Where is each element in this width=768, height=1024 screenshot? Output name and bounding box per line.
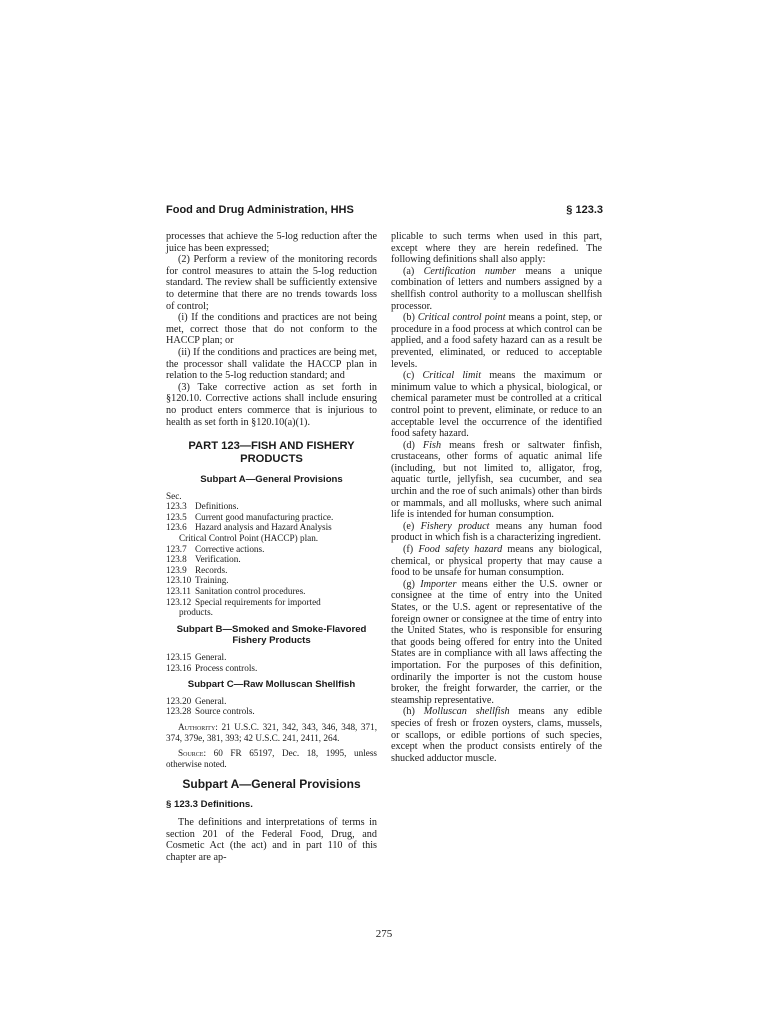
header-section: § 123.3	[566, 204, 603, 216]
def-text: means a point, step, or procedure in a food process at which control can be applied, and a food safety hazard can as a result be prevented, eliminated, or reduced to acceptable levels.	[391, 312, 602, 370]
def-text: means fresh or saltwater finfish, crustaceans, other forms of aquatic animal life (including, but not limited to, alligator, frog, aquatic turtle, jellyfish, sea cucumber, and sea urchin and the roe of such animals) other than birds or mammals, and all mollusks, where such animal life is intended for human consumption.	[391, 439, 602, 521]
definition-d	[391, 440, 602, 521]
paragraph: (i) If the conditions and practices are not being met, correct those that do not conform to the HACCP plan; or	[166, 312, 377, 347]
authority-note	[166, 722, 377, 743]
toc-number: 123.8	[166, 554, 187, 565]
def-text: means the maximum or minimum value to which a physical, biological, or chemical parameter must be controlled at a critical control point to prevent, eliminate, or reduce to an acceptable level the occurrence of the identified food safety hazard.	[391, 370, 602, 440]
paragraph: The definitions and interpretations of terms in section 201 of the Federal Food, Drug, and Cosmetic Act (the act) and in part 110 of this chapter are ap-	[166, 816, 377, 863]
toc-text: Process controls.	[195, 662, 258, 673]
toc-entry	[166, 554, 377, 565]
authority-label: Authority:	[178, 721, 218, 732]
toc-continuation: products.	[179, 607, 213, 618]
def-term: Critical limit	[422, 370, 482, 382]
toc-entry	[166, 652, 377, 663]
definition-f	[391, 544, 602, 579]
definition-c	[391, 370, 602, 440]
toc-entry	[166, 522, 377, 533]
definition-e	[391, 521, 602, 544]
toc-text: General.	[195, 695, 227, 706]
toc-text: Definitions.	[195, 501, 239, 512]
paragraph: (2) Perform a review of the monitoring records for control measures to attain the 5-log reduction standard. The review shall be sufficiently extensive to determine that there are no trends towards loss of control;	[166, 254, 377, 312]
def-term: Food safety hazard	[418, 544, 503, 556]
toc-subpart-b	[166, 652, 377, 673]
toc-text: Hazard analysis and Hazard Analysis	[195, 522, 332, 533]
toc-number: 123.11	[166, 586, 191, 597]
toc-entry	[166, 512, 377, 523]
toc-number: 123.3	[166, 501, 187, 512]
toc-subpart-a	[166, 491, 377, 618]
toc-number: 123.16	[166, 662, 192, 673]
toc-entry	[166, 696, 377, 707]
toc-number: 123.20	[166, 695, 192, 706]
toc-entry	[166, 706, 377, 717]
toc-number: 123.10	[166, 575, 192, 586]
def-marker: (f)	[403, 544, 419, 556]
toc-text: Current good manufacturing practice.	[195, 511, 334, 522]
toc-entry	[166, 575, 377, 586]
toc-text: Corrective actions.	[195, 543, 265, 554]
paragraph: processes that achieve the 5-log reduction after the juice has been expressed;	[166, 231, 377, 254]
paragraph: plicable to such terms when used in this part, except where they are herein redefined. The following definitions shall also apply:	[391, 231, 602, 266]
def-marker: (d)	[403, 439, 423, 451]
subpart-a-heading: Subpart A—General Provisions	[182, 777, 361, 792]
def-term: Critical control point	[417, 312, 506, 324]
def-marker: (g)	[403, 578, 421, 590]
toc-continuation: Critical Control Point (HACCP) plan.	[179, 533, 319, 544]
left-column	[166, 231, 377, 863]
toc-text: Training.	[195, 575, 229, 586]
toc-number: 123.5	[166, 511, 187, 522]
header-agency: Food and Drug Administration, HHS	[166, 204, 354, 216]
def-marker: (c)	[403, 370, 423, 382]
toc-text: Records.	[195, 564, 228, 575]
definition-a	[391, 266, 602, 312]
def-marker: (e)	[403, 520, 421, 532]
definition-b	[391, 312, 602, 370]
paragraph: (3) Take corrective action as set forth in §120.10. Corrective actions shall include ensuring no product enters commerce that is injurious to health as set forth in §120.10(a)(1).	[166, 381, 377, 428]
def-term: Molluscan shellfish	[423, 706, 510, 718]
part-title: PART 123—FISH AND FISHERY PRODUCTS	[188, 440, 355, 466]
running-header	[166, 204, 603, 220]
def-text: means any edible species of fresh or frozen oysters, clams, mussels, or scallops, or edible portions of such species, except when the product consists entirely of the shucked adductor muscle.	[391, 706, 602, 764]
toc-number: 123.28	[166, 706, 192, 717]
section-heading: § 123.3 Definitions.	[166, 799, 253, 811]
def-marker: (h)	[403, 706, 424, 718]
toc-entry	[166, 597, 377, 608]
subpart-a-toc-title: Subpart A—General Provisions	[200, 474, 343, 486]
source-note	[166, 748, 377, 769]
authority-text: 21 U.S.C. 321, 342, 343, 346, 348, 371, 374, 379e, 381, 393; 42 U.S.C. 241, 2411, 264.	[166, 721, 378, 743]
source-label: Source:	[178, 748, 206, 759]
def-text: means a unique combination of letters and numbers assigned by a shellfish control authority to a molluscan shellfish processor.	[391, 265, 602, 312]
toc-text: Special requirements for imported	[195, 596, 321, 607]
toc-entry	[166, 663, 377, 674]
right-column	[391, 231, 602, 764]
toc-number: 123.12	[166, 596, 192, 607]
toc-text: Sanitation control procedures.	[195, 586, 306, 597]
def-text: means any human food product in which fish is a characterizing ingredient.	[391, 520, 603, 544]
definition-h	[391, 706, 602, 764]
paragraph: (ii) If the conditions and practices are being met, the processor shall validate the HACCP plan in relation to the 5-log reduction standard; and	[166, 346, 377, 382]
def-text: means either the U.S. owner or consignee at the time of entry into the United States, or the U.S. agent or representative of the foreign owner or consignee at the time of entry into the United States, who is responsible for ensuring that goods being offered for entry into the United States are in compliance with all laws affecting the importation. For the purposes of this definition, ordinarily the importer is not the custom house broker, the freight forwarder, the carrier, or the steamship representative.	[391, 578, 602, 706]
def-term: Certification number	[423, 265, 516, 277]
page-number: 275	[375, 928, 393, 940]
source-text: 60 FR 65197, Dec. 18, 1995, unless otherwise noted.	[166, 748, 378, 769]
toc-subpart-c	[166, 696, 377, 717]
toc-number: 123.15	[166, 652, 192, 662]
def-term: Fishery product	[420, 520, 490, 532]
toc-text: General.	[195, 652, 227, 662]
def-term: Fish	[422, 439, 442, 451]
subpart-c-title: Subpart C—Raw Molluscan Shellfish	[187, 679, 356, 691]
sec-label: Sec.	[166, 490, 182, 501]
toc-number: 123.9	[166, 564, 187, 575]
toc-text: Source controls.	[195, 706, 255, 717]
def-text: means any biological, chemical, or physical property that may cause a food to be unsafe for human consumption.	[391, 544, 602, 579]
toc-entry	[166, 501, 377, 512]
toc-entry	[166, 544, 377, 555]
def-marker: (b)	[403, 312, 418, 324]
toc-number: 123.6	[166, 522, 187, 533]
def-marker: (a)	[403, 265, 424, 277]
subpart-b-title: Subpart B—Smoked and Smoke-Flavored Fishery Products	[176, 623, 367, 647]
toc-number: 123.7	[166, 543, 187, 554]
def-term: Importer	[420, 578, 457, 590]
definition-g	[391, 579, 602, 707]
toc-entry	[166, 586, 377, 597]
toc-text: Verification.	[195, 554, 241, 565]
toc-entry	[166, 565, 377, 576]
